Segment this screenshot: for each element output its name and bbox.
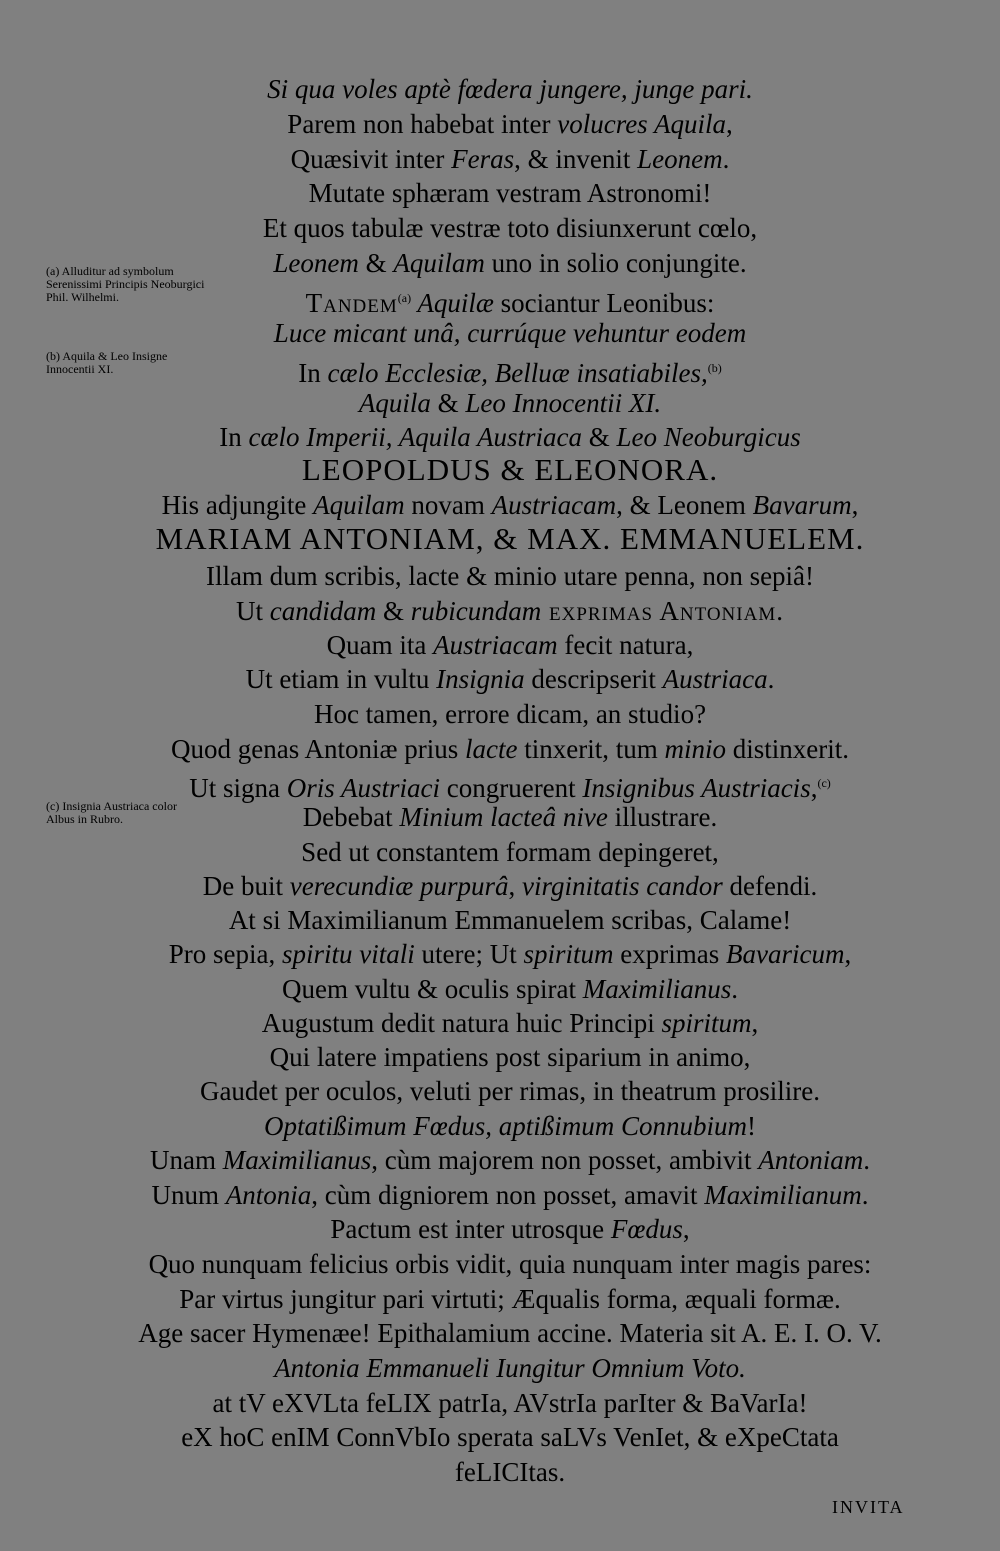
text-line: Aquila & Leo Innocentii XI. xyxy=(358,388,662,418)
text-line: Sed ut constantem formam depingeret, xyxy=(301,837,719,867)
text-line: Illam dum scribis, lacte & minio utare penna, non sepiâ! xyxy=(205,561,815,591)
text-line: Debebat Minium lacteâ nive illustrare. xyxy=(302,802,718,832)
text-line: Augustum dedit natura huic Principi spiritum, xyxy=(261,1008,759,1038)
text-line: At si Maximilianum Emmanuelem scribas, Calame! xyxy=(228,905,792,935)
text-line: Age sacer Hymenæe! Epithalamium accine. Materia sit A. E. I. O. V. xyxy=(138,1318,882,1348)
text-line: Tandem$^{(a)}$ Aquilæ sociantur Leonibus: xyxy=(305,288,715,318)
text-line: Quod genas Antoniæ prius lacte tinxerit, tum minio distinxerit. xyxy=(171,734,849,764)
chronogram-line: at tV eXVLta feLIX patrIa, AVstrIa parIter & BaVarIa! xyxy=(212,1388,808,1418)
text-line: Quæsivit inter Feras, & invenit Leonem. xyxy=(290,144,730,174)
text-line: Gaudet per oculos, veluti per rimas, in theatrum prosilire. xyxy=(199,1076,821,1106)
text-line: De buit verecundiæ purpurâ, virginitatis candor defendi. xyxy=(202,871,818,901)
text-line: Ut candidam & rubicundam exprimas Antoniam. xyxy=(236,596,784,626)
text-line: MARIAM ANTONIAM, & MAX. EMMANUELEM. xyxy=(155,521,865,556)
text-line: Luce micant unâ, currúque vehuntur eodem xyxy=(273,318,747,348)
text-line: His adjungite Aquilam novam Austriacam, & Leonem Bavarum, xyxy=(161,490,859,520)
text-line: Leonem & Aquilam uno in solio conjungite. xyxy=(273,248,747,278)
text-line: Ut signa Oris Austriaci congruerent Insignibus Austriacis,$^{(c)}$ xyxy=(189,773,831,803)
text-line: Quem vultu & oculis spirat Maximilianus. xyxy=(282,974,738,1004)
text-line: In cælo Imperii, Aquila Austriaca & Leo Neoburgicus xyxy=(219,422,801,452)
text-line: Parem non habebat inter volucres Aquila, xyxy=(287,109,733,139)
text-line: Pactum est inter utrosque Fœdus, xyxy=(330,1214,690,1244)
margin-note-a: (a) Alluditur ad symbolum Serenissimi Principis Neoburgici Phil. Wilhelmi. xyxy=(46,264,205,304)
text-line: Si qua voles aptè fœdera jungere, junge pari. xyxy=(267,74,753,104)
text-line: Quo nunquam felicius orbis vidit, quia nunquam inter magis pares: xyxy=(148,1249,872,1279)
text-line: Pro sepia, spiritu vitali utere; Ut spiritum exprimas Bavaricum, xyxy=(168,939,852,969)
text-line: Unam Maximilianus, cùm majorem non posset, ambivit Antoniam. xyxy=(150,1145,870,1175)
text-line: In cælo Ecclesiæ, Belluæ insatiabiles,$^{(b)}$ xyxy=(298,358,722,388)
text-line: Quam ita Austriacam fecit natura, xyxy=(326,630,694,660)
text-line: LEOPOLDUS & ELEONORA. xyxy=(301,452,719,487)
chronogram-line: eX hoC enIM ConnVbIo sperata saLVs VenIet, & eXpeCtata xyxy=(181,1422,839,1452)
text-line: Unum Antonia, cùm digniorem non posset, amavit Maximilianum. xyxy=(151,1180,869,1210)
chronogram-line: feLICItas. xyxy=(454,1457,566,1487)
text-line: Et quos tabulæ vestræ toto disiunxerunt cœlo, xyxy=(262,213,758,243)
text-line: Ut etiam in vultu Insignia descripserit Austriaca. xyxy=(245,664,775,694)
text-line: Optatißimum Fœdus, aptißimum Connubium! xyxy=(263,1111,757,1141)
catchword: INVITA xyxy=(832,1497,905,1517)
text-line: Qui latere impatiens post siparium in animo, xyxy=(269,1042,751,1072)
text-line: Mutate sphæram vestram Astronomi! xyxy=(308,178,712,208)
text-line: Par virtus jungitur pari virtuti; Æqualis forma, æquali formæ. xyxy=(179,1284,841,1314)
margin-note-c: (c) Insignia Austriaca color Albus in Rubro. xyxy=(46,799,177,826)
text-line: Antonia Emmanueli Iungitur Omnium Voto. xyxy=(274,1353,746,1383)
margin-note-b: (b) Aquila & Leo Insigne Innocentii XI. xyxy=(46,349,168,376)
text-line: Hoc tamen, errore dicam, an studio? xyxy=(313,699,707,729)
